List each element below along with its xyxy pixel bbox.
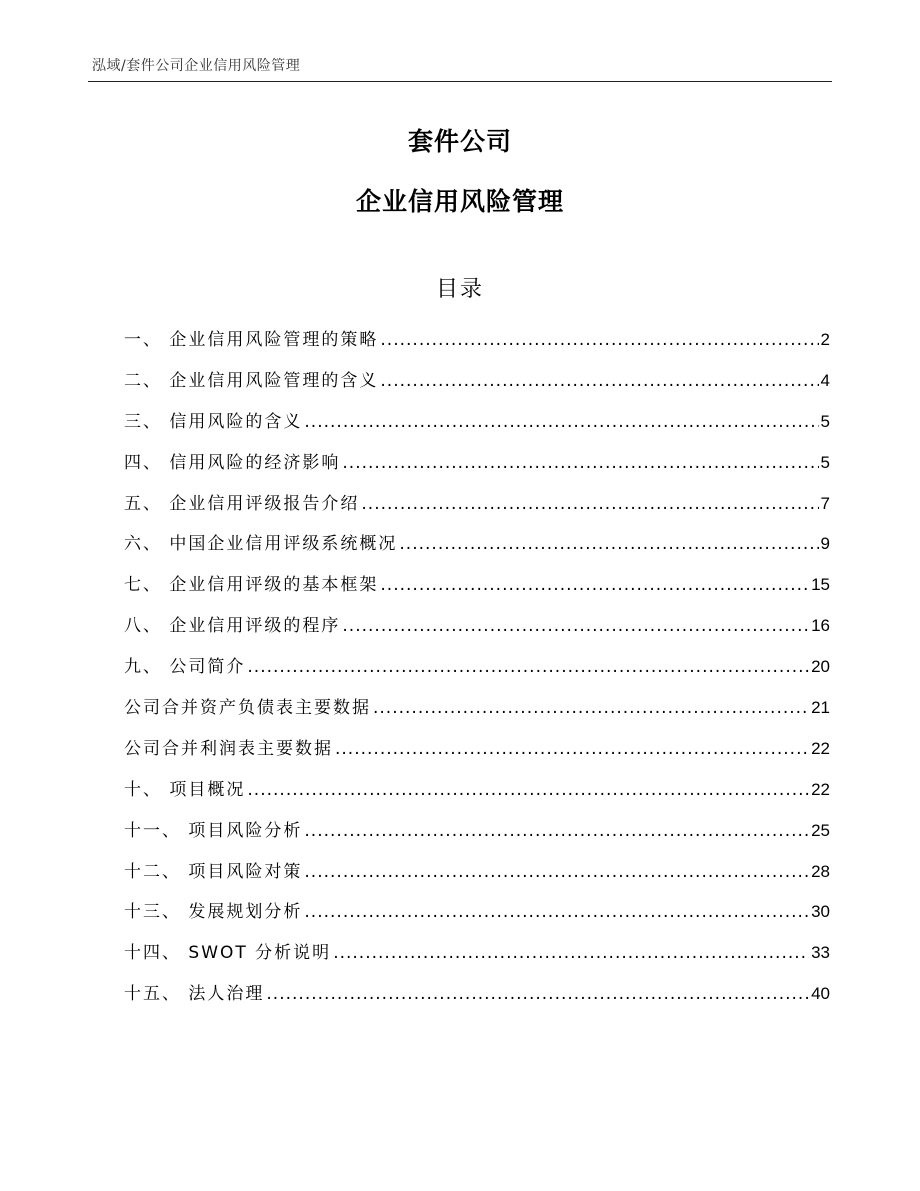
toc-entry-page: 30 xyxy=(811,902,830,922)
toc-entry[interactable] xyxy=(124,775,830,816)
toc-leader-dots xyxy=(342,453,818,473)
toc-entry-label: 十、 项目概况 xyxy=(124,779,246,800)
toc-entry-page: 9 xyxy=(820,534,830,554)
toc-entry-page: 22 xyxy=(811,738,830,758)
toc-entry-page: 28 xyxy=(811,861,830,881)
toc-entry-label: 五、 企业信用评级报告介绍 xyxy=(124,493,360,514)
toc-leader-dots xyxy=(380,330,818,350)
toc-entry[interactable] xyxy=(124,734,830,775)
toc-leader-dots xyxy=(304,902,809,922)
toc-entry-label: 七、 企业信用评级的基本框架 xyxy=(124,575,379,596)
document-company-title: 套件公司 xyxy=(407,127,512,156)
header-rule xyxy=(88,81,832,82)
toc-entry[interactable] xyxy=(124,693,830,734)
toc-entry-label: 四、 信用风险的经济影响 xyxy=(124,452,341,473)
toc-leader-dots xyxy=(304,412,818,432)
toc-entry-page: 5 xyxy=(820,411,830,431)
toc-leader-dots xyxy=(266,984,809,1004)
toc-leader-dots xyxy=(373,698,809,718)
toc-entry[interactable] xyxy=(124,448,830,489)
toc-entry[interactable] xyxy=(124,857,830,898)
toc-entry-page: 22 xyxy=(811,779,830,799)
toc-entry-label: 公司合并资产负债表主要数据 xyxy=(124,698,371,719)
toc-entry[interactable] xyxy=(124,897,830,938)
toc-entry-label: 十一、 项目风险分析 xyxy=(124,820,303,841)
toc-leader-dots xyxy=(335,739,809,759)
toc-entry[interactable] xyxy=(124,652,830,693)
toc-leader-dots xyxy=(247,657,809,677)
toc-entry-page: 15 xyxy=(811,575,830,595)
toc-leader-dots xyxy=(361,494,818,514)
toc-entry-label: 二、 企业信用风险管理的含义 xyxy=(124,370,379,391)
toc-entry[interactable] xyxy=(124,489,830,530)
toc-leader-dots xyxy=(247,780,809,800)
toc-leader-dots xyxy=(399,534,818,554)
toc-entry[interactable] xyxy=(124,570,830,611)
toc-entry-page: 16 xyxy=(811,616,830,636)
toc-entry[interactable] xyxy=(124,407,830,448)
toc-entry-label: 十五、 法人治理 xyxy=(124,984,265,1005)
toc-leader-dots xyxy=(380,371,818,391)
toc-leader-dots xyxy=(333,943,809,963)
running-header: 泓域/套件公司企业信用风险管理 xyxy=(92,58,301,74)
toc-entry-page: 33 xyxy=(811,943,830,963)
toc-leader-dots xyxy=(342,616,809,636)
toc-entry-label: 公司合并利润表主要数据 xyxy=(124,738,333,759)
toc-entry[interactable] xyxy=(124,529,830,570)
toc-entry-label: 一、 企业信用风险管理的策略 xyxy=(124,330,379,350)
toc-leader-dots xyxy=(304,862,809,882)
toc-entry[interactable] xyxy=(124,325,830,366)
toc-entry-page: 7 xyxy=(820,493,830,513)
toc-entry[interactable] xyxy=(124,366,830,407)
toc-entry-page: 25 xyxy=(811,820,830,840)
toc-entry-page: 40 xyxy=(811,984,830,1004)
toc-entry-label: 九、 公司简介 xyxy=(124,657,246,678)
toc-entry-label: 三、 信用风险的含义 xyxy=(124,411,303,432)
toc-heading: 目录 xyxy=(435,277,484,302)
toc-leader-dots xyxy=(380,575,809,595)
document-subject-title: 企业信用风险管理 xyxy=(355,187,564,216)
toc-entry-label: 十四、 SWOT 分析说明 xyxy=(124,943,332,964)
toc-entry-label: 八、 企业信用评级的程序 xyxy=(124,616,341,637)
toc-entry-page: 20 xyxy=(811,657,830,677)
table-of-contents xyxy=(124,325,830,1020)
toc-entry-page: 5 xyxy=(820,452,830,472)
toc-entry-label: 十三、 发展规划分析 xyxy=(124,902,303,923)
toc-entry-label: 六、 中国企业信用评级系统概况 xyxy=(124,534,398,555)
toc-entry[interactable] xyxy=(124,816,830,857)
toc-leader-dots xyxy=(304,821,809,841)
toc-entry-page: 2 xyxy=(820,330,830,349)
toc-entry-page: 21 xyxy=(811,698,830,718)
toc-entry-page: 4 xyxy=(820,370,830,390)
toc-entry[interactable] xyxy=(124,979,830,1020)
toc-entry-label: 十二、 项目风险对策 xyxy=(124,861,303,882)
toc-entry[interactable] xyxy=(124,938,830,979)
toc-entry[interactable] xyxy=(124,611,830,652)
